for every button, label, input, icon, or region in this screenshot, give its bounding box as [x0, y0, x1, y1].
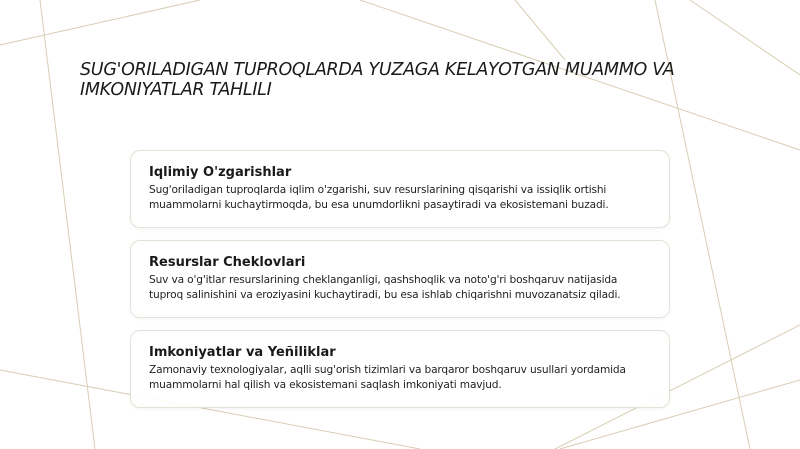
card-title: Imkoniyatlar va Yeñiliklar [149, 345, 336, 360]
card-body: Zamonaviy texnologiyalar, aqlli sug'orish tizimlari va barqaror boshqaruv usullari yordamida muammolarni hal qilish va ekosistemani saqlash imkoniyati mavjud. [149, 364, 626, 391]
card-opportunities [130, 330, 670, 408]
bg-line [515, 0, 565, 60]
card-title: Iqlimiy O'zgarishlar [149, 165, 292, 180]
card-climate-change [130, 150, 670, 228]
bg-line [0, 0, 200, 45]
card-list [130, 150, 670, 420]
slide-title: SUG'ORILADIGAN TUPROQLARDA YUZAGA KELAYOTGAN MUAMMO VA IMKONIYATLAR TAHLILI [80, 60, 675, 100]
card-title: Resurslar Cheklovlari [149, 255, 306, 270]
card-resource-limits [130, 240, 670, 318]
card-body: Suv va o'g'itlar resurslarining cheklanganligi, qashshoqlik va noto'g'ri boshqaruv natijasida tuproq salinishini va eroziyasini kuchaytiradi, bu esa ishlab chiqarishni muvozanatsiz qiladi. [149, 274, 621, 301]
card-body: Sug'oriladigan tuproqlarda iqlim o'zgarishi, suv resurslarining qisqarishi va issiqlik ortishi muammolarni kuchaytirmoqda, bu esa unumdorlikni pasaytiradi va ekosistemani buzadi. [149, 184, 609, 211]
